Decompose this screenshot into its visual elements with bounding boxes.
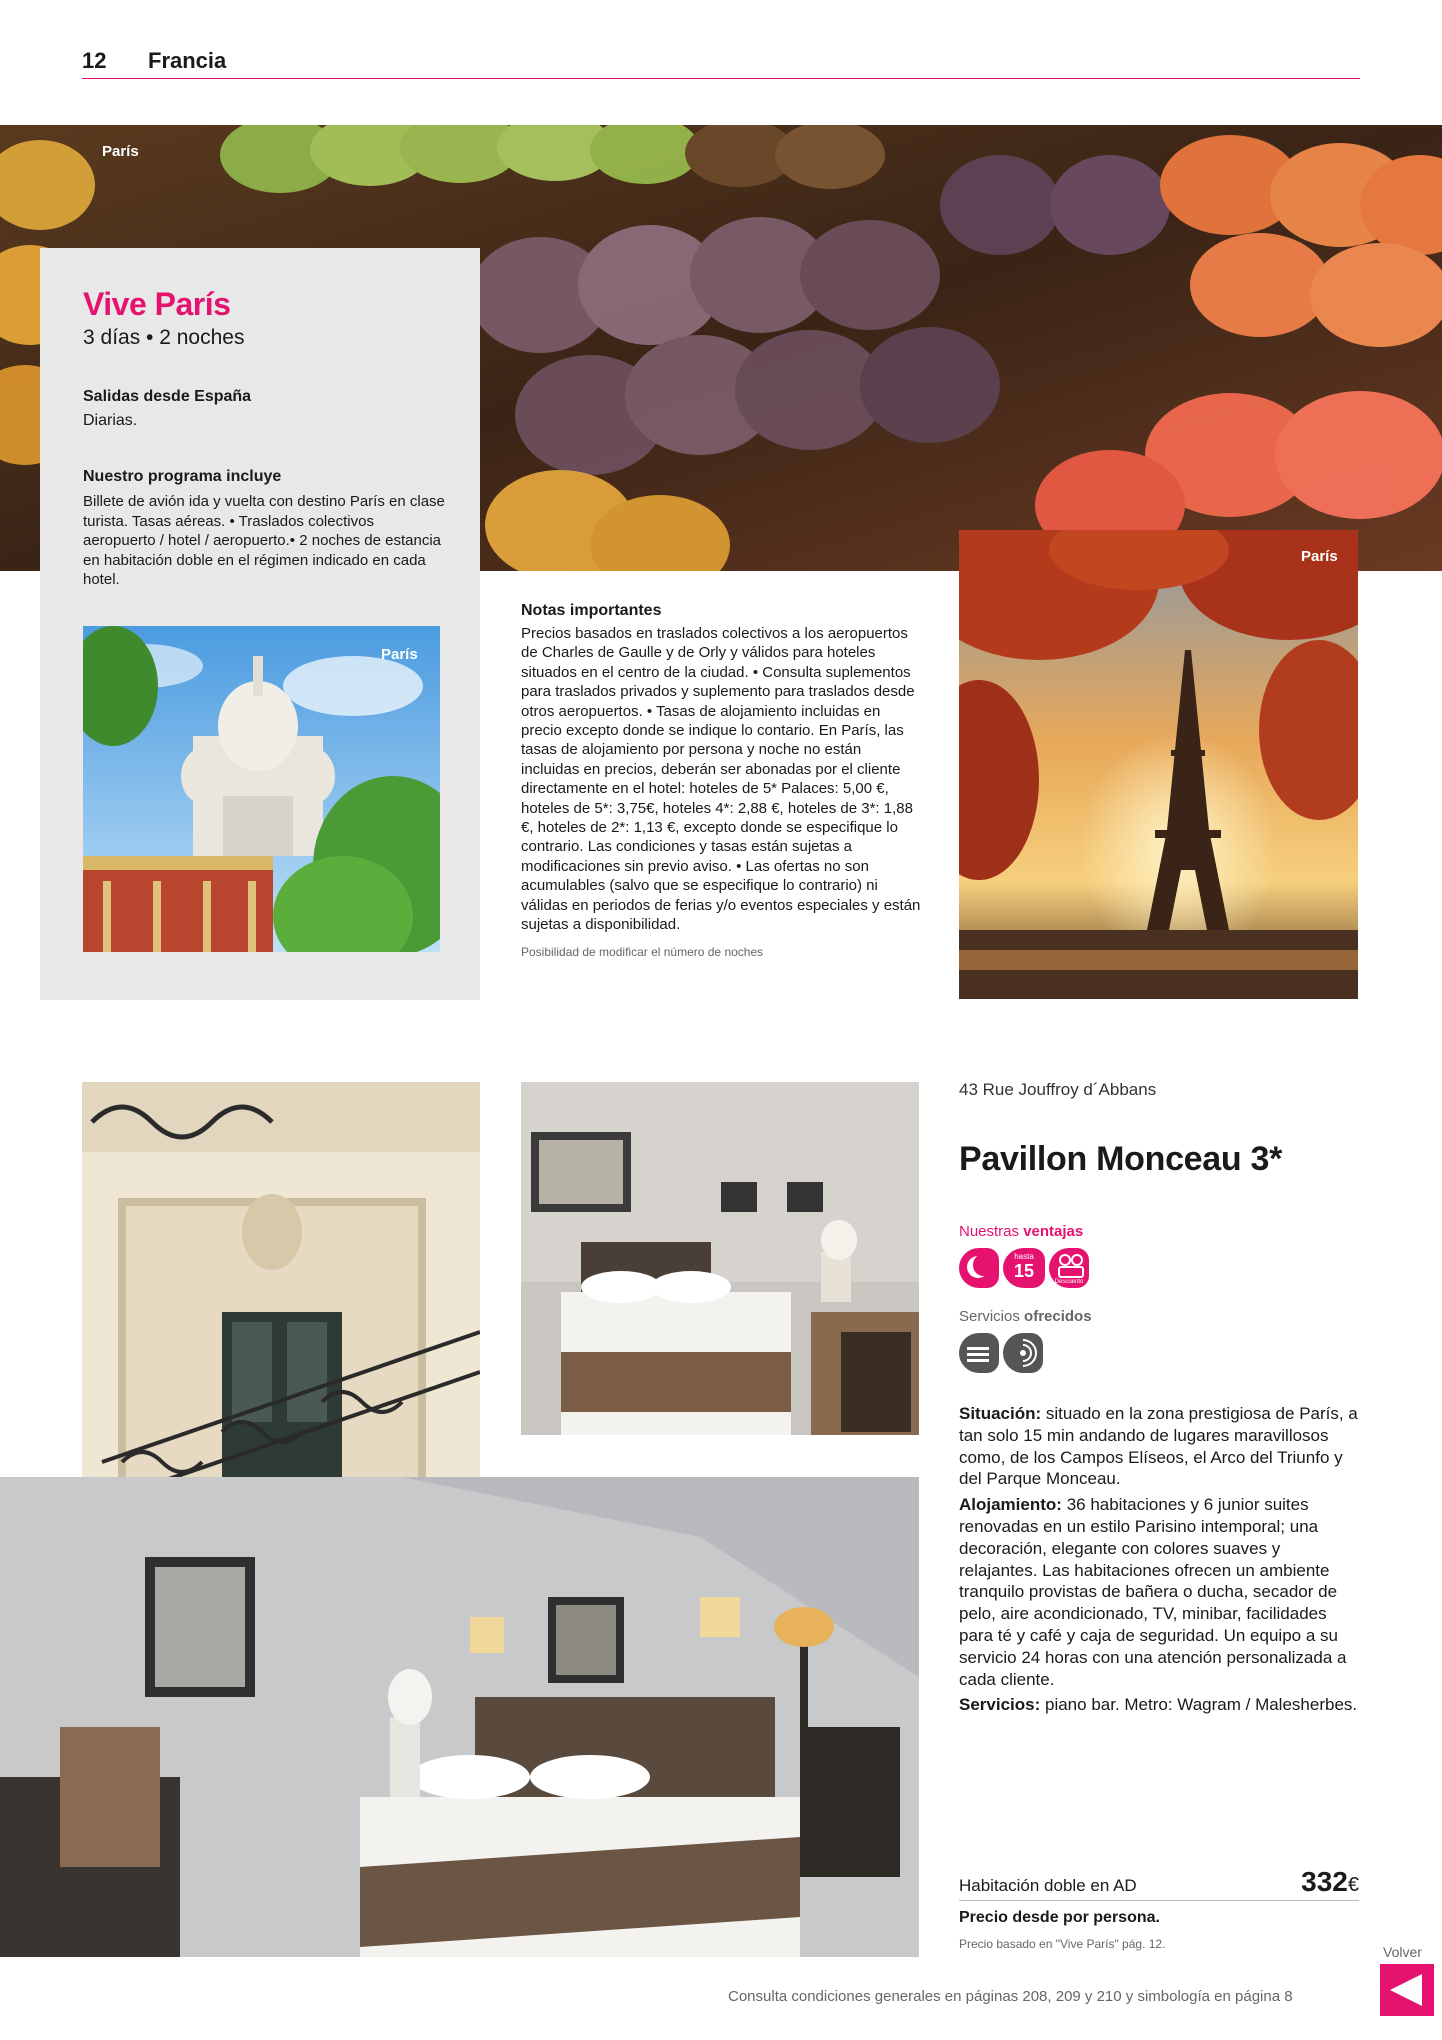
back-button[interactable] bbox=[1380, 1964, 1434, 2016]
price-row bbox=[959, 1866, 1359, 1901]
hotel-details bbox=[959, 1080, 1361, 1716]
accommodation-paragraph bbox=[959, 1494, 1359, 1690]
departures-heading: Salidas desde España bbox=[83, 388, 252, 405]
footer-conditions: Consulta condiciones generales en páginas 208, 209 y 210 y simbología en página 8 bbox=[728, 1988, 1293, 2005]
program-title: Vive París bbox=[83, 286, 231, 322]
price-based-on: Precio basado en "Vive París" pág. 12. bbox=[959, 1937, 1166, 1951]
back-label: Volver bbox=[1383, 1944, 1422, 1960]
price-value bbox=[1301, 1866, 1359, 1898]
situation-text: situado en la zona prestigiosa de París, a tan solo 15 min andando de lugares maravillosos como, de los Campos Elíseos, el Arco del Triunfo y del Parque Monceau. bbox=[959, 1404, 1358, 1489]
advantages-bold: ventajas bbox=[1023, 1223, 1084, 1240]
accommodation-label: Alojamiento: bbox=[959, 1495, 1062, 1515]
page-number: 12 bbox=[82, 48, 107, 73]
discount-badge-top: hasta bbox=[1014, 1252, 1034, 1261]
page-header bbox=[82, 46, 1360, 79]
services-paragraph bbox=[959, 1694, 1359, 1716]
eiffel-photo-label: París bbox=[1301, 548, 1338, 565]
price-amount: 332 bbox=[1301, 1866, 1348, 1897]
price-currency: € bbox=[1347, 1874, 1359, 1896]
situation-label: Situación: bbox=[959, 1404, 1042, 1423]
hotel-room-photo-2 bbox=[0, 1477, 919, 1957]
includes-heading: Nuestro programa incluye bbox=[83, 468, 282, 485]
section-title: Francia bbox=[148, 48, 227, 73]
discount-badge-value: 15 bbox=[1013, 1261, 1035, 1281]
notes-footnote: Posibilidad de modificar el número de noches bbox=[521, 944, 764, 959]
hotel-description bbox=[959, 1403, 1359, 1716]
services-offered-heading bbox=[959, 1308, 1361, 1325]
family-discount-icon bbox=[1049, 1248, 1089, 1288]
breakfast-icon bbox=[959, 1333, 999, 1373]
situation-paragraph bbox=[959, 1403, 1359, 1490]
sacre-coeur-photo bbox=[83, 626, 440, 952]
services-icons bbox=[959, 1333, 1361, 1373]
advantages-prefix: Nuestras bbox=[959, 1223, 1020, 1240]
eiffel-tower-photo bbox=[959, 530, 1358, 999]
notes-heading: Notas importantes bbox=[521, 602, 662, 619]
price-block bbox=[959, 1866, 1359, 1951]
services-text: piano bar. Metro: Wagram / Malesherbes. bbox=[1045, 1695, 1358, 1715]
advantages-heading bbox=[959, 1223, 1361, 1240]
hotel-name: Pavillon Monceau 3* bbox=[959, 1140, 1283, 1178]
services-label: Servicios: bbox=[959, 1695, 1041, 1715]
hotel-room-photo-1 bbox=[521, 1082, 919, 1435]
back-link[interactable] bbox=[1376, 1944, 1438, 2020]
services-offered-prefix: Servicios bbox=[959, 1308, 1020, 1325]
family-discount-label: Descuento bbox=[1054, 1279, 1084, 1285]
hotel-address: 43 Rue Jouffroy d´Abbans bbox=[959, 1080, 1157, 1099]
back-arrow-icon bbox=[1390, 1974, 1422, 2006]
includes-text: Billete de avión ida y vuelta con destino París en clase turista. Tasas aéreas. • Traslados colectivos aeropuerto / hotel / aeropuerto.• 2 noches de estancia en habitación doble en el régimen indicado en cada hotel. bbox=[83, 493, 445, 588]
discount-badge-icon bbox=[1003, 1248, 1045, 1288]
price-per-person: Precio desde por persona. bbox=[959, 1909, 1160, 1926]
notes-text: Precios basados en traslados colectivos a los aeropuertos de Charles de Gaulle y de Orly y válidos para hoteles situados en el centro de la ciudad. • Consulta suplementos para traslados privados y suplemento para traslados desde otros aeropuertos. • Tasas de alojamiento incluidas en precio excepto donde se indique lo contario. En París, las tasas de alojamiento por persona y noche no están incluidas en precios, deberán ser abonadas por el cliente directamente en el hotel: hoteles de 5* Palaces: 5,00 €, hoteles de 5*: 3,75€, hoteles 4*: 2,88 €, hoteles de 3*: 1,88 €, hoteles de 2*: 1,13 €, excepto donde se especifique lo contrario. Las condiciones y tasas están sujetas a modificaciones sin previo aviso. • Las ofertas no son acumulables (salvo que se especifique lo contrario) ni válidas en periodos de ferias y/o eventos especiales y están sujetas a disponibilidad. bbox=[521, 625, 921, 934]
accommodation-text: 36 habitaciones y 6 junior suites renovadas en un estilo Parisino intemporal; una decoración, elegante con colores suaves y relajantes. Las habitaciones ofrecen un ambiente tranquilo provistas de bañera o ducha, secador de pelo, aire acondicionado, TV, minibar, facilidades para té y café y caja de seguridad. Un equipo a su servicio 24 horas con una atención personalizada a cada cliente. bbox=[959, 1495, 1347, 1689]
important-notes bbox=[521, 602, 921, 959]
night-offer-icon bbox=[959, 1248, 999, 1288]
services-offered-bold: ofrecidos bbox=[1024, 1308, 1092, 1325]
departures-text: Diarias. bbox=[83, 412, 138, 429]
advantages-icons bbox=[959, 1248, 1361, 1288]
hero-photo-label: París bbox=[102, 143, 139, 160]
program-duration: 3 días • 2 noches bbox=[83, 326, 245, 349]
sacre-coeur-photo-label: París bbox=[381, 646, 418, 663]
program-panel bbox=[40, 248, 480, 1000]
price-room-type: Habitación doble en AD bbox=[959, 1876, 1137, 1895]
wifi-icon bbox=[1003, 1333, 1043, 1373]
